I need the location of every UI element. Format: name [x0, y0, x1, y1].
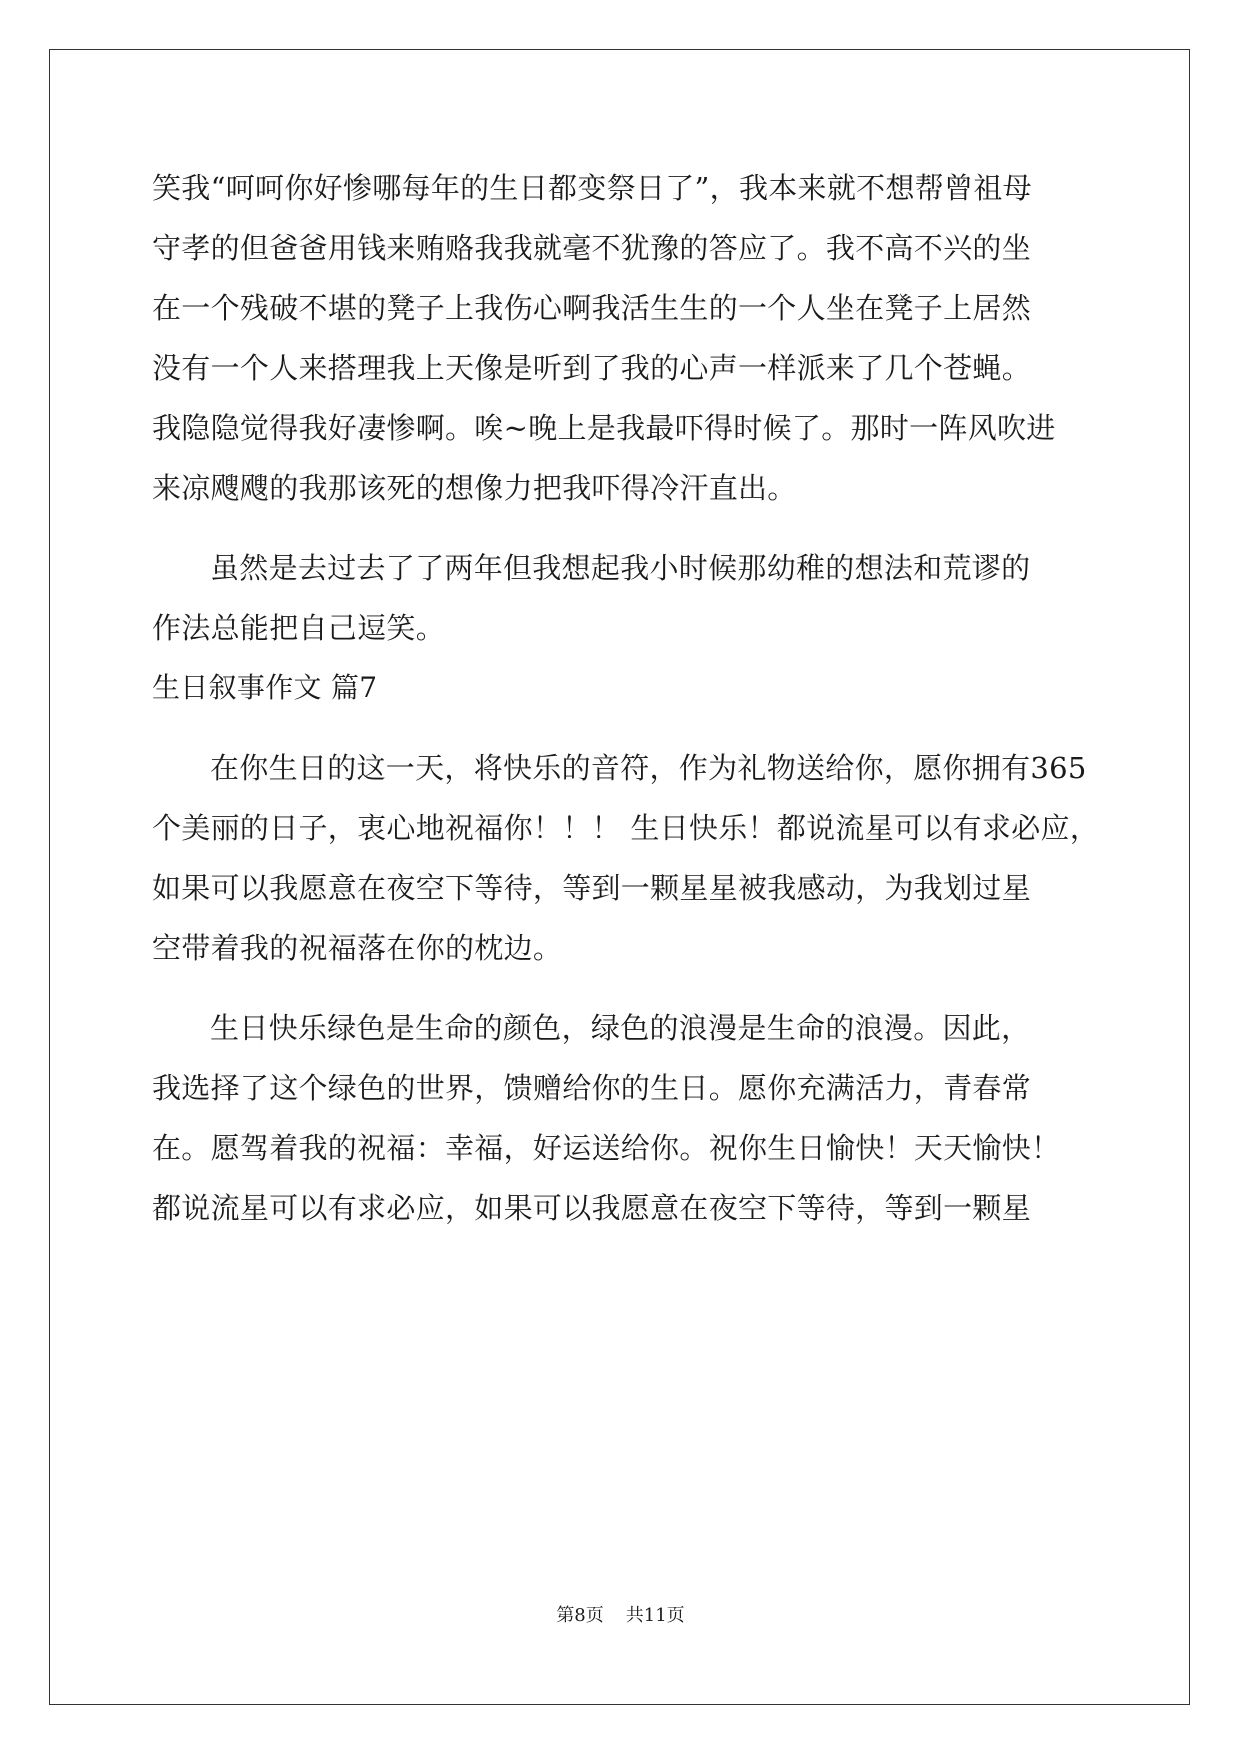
text-line: 个美丽的日子，衷心地祝福你！！！ 生日快乐！都说流星可以有求必应， — [152, 811, 1100, 845]
text-line: 虽然是去过去了了两年但我想起我小时候那幼稚的想法和荒谬的 — [210, 551, 1031, 585]
text-line: 笑我“呵呵你好惨哪每年的生日都变祭日了”，我本来就不想帮曾祖母 — [152, 171, 1032, 205]
text-line: 空带着我的祝福落在你的枕边。 — [152, 931, 563, 965]
text-line: 来凉飕飕的我那该死的想像力把我吓得冷汗直出。 — [152, 471, 797, 505]
text-line: 守孝的但爸爸用钱来贿赂我我就毫不犹豫的答应了。我不高不兴的坐 — [152, 231, 1032, 265]
text-line: 我选择了这个绿色的世界，馈赠给你的生日。愿你充满活力，青春常 — [152, 1071, 1032, 1105]
text-line: 没有一个人来搭理我上天像是听到了我的心声一样派来了几个苍蝇。 — [152, 351, 1032, 385]
text-line: 在你生日的这一天，将快乐的音符，作为礼物送给你，愿你拥有365 — [210, 751, 1087, 785]
text-line: 生日快乐绿色是生命的颜色，绿色的浪漫是生命的浪漫。因此， — [210, 1011, 1031, 1045]
section-heading: 生日叙事作文 篇7 — [152, 671, 378, 704]
text-line: 我隐隐觉得我好凄惨啊。唉~晚上是我最吓得时候了。那时一阵风吹进 — [152, 411, 1056, 445]
page-footer — [0, 1604, 1241, 1628]
total-pages-label: 共11页 — [625, 1605, 685, 1626]
current-page-label: 第8页 — [556, 1605, 604, 1626]
text-line: 作法总能把自己逗笑。 — [152, 611, 446, 645]
text-line: 在一个残破不堪的凳子上我伤心啊我活生生的一个人坐在凳子上居然 — [152, 291, 1032, 325]
text-line: 都说流星可以有求必应，如果可以我愿意在夜空下等待，等到一颗星 — [152, 1191, 1032, 1225]
text-line: 在。愿驾着我的祝福：幸福，好运送给你。祝你生日愉快！天天愉快！ — [152, 1131, 1061, 1165]
text-line: 如果可以我愿意在夜空下等待，等到一颗星星被我感动，为我划过星 — [152, 871, 1032, 905]
